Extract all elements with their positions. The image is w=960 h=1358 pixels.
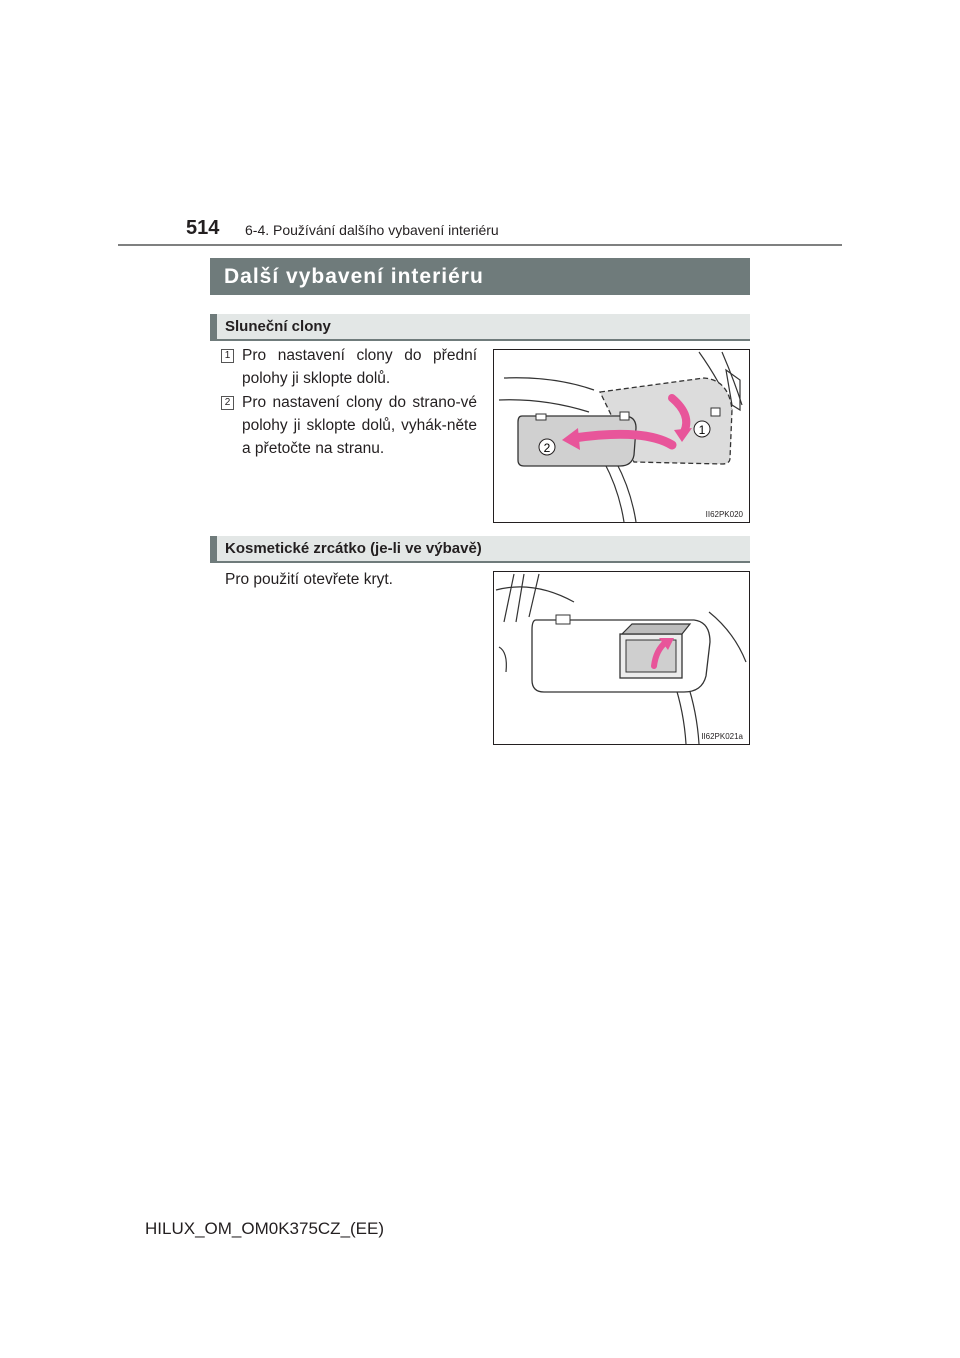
step-text-2: Pro nastavení clony do strano-vé polohy ji sklopte dolů, vyhák-něte a přetočte na stranu. bbox=[242, 394, 477, 457]
step-number-1: 1 bbox=[221, 349, 234, 363]
vanity-mirror-text: Pro použití otevřete kryt. bbox=[225, 571, 393, 588]
subsection-sun-visors: Sluneční clony bbox=[210, 314, 750, 341]
step-number-2: 2 bbox=[221, 396, 234, 410]
document-code: HILUX_OM_OM0K375CZ_(EE) bbox=[145, 1219, 385, 1238]
vanity-mirror-figure bbox=[493, 571, 750, 745]
page-number: 514 bbox=[186, 217, 220, 239]
header-divider bbox=[118, 244, 842, 246]
step-text-1: Pro nastavení clony do přední polohy ji sklopte dolů. bbox=[242, 347, 477, 387]
vanity-mirror-illustration bbox=[494, 572, 749, 744]
subsection-vanity-mirror: Kosmetické zrcátko (je-li ve výbavě) bbox=[210, 536, 750, 563]
figure-code: II62PK020 bbox=[705, 510, 743, 519]
callout-1: 1 bbox=[698, 423, 706, 437]
chapter-title: 6-4. Používání dalšího vybavení interiéru bbox=[245, 222, 499, 238]
sun-visor-figure bbox=[493, 349, 750, 523]
section-title: Další vybavení interiéru bbox=[210, 258, 750, 295]
callout-2: 2 bbox=[543, 441, 551, 455]
sun-visor-illustration bbox=[494, 350, 749, 522]
figure-code: II62PK021a bbox=[701, 732, 743, 741]
